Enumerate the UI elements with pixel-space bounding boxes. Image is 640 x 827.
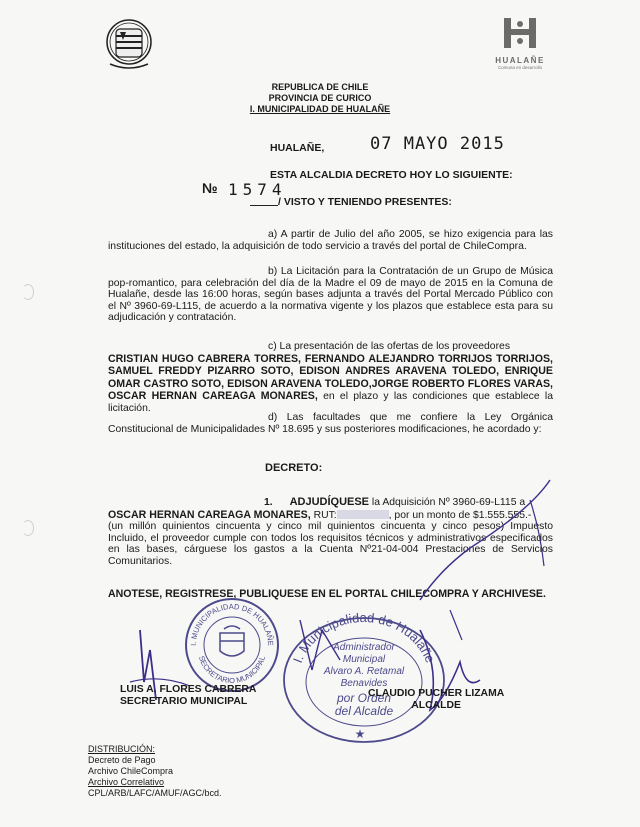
mayor-title: ALCALDE	[411, 700, 461, 711]
header-municipality: I. MUNICIPALIDAD DE HUALAÑE	[249, 104, 391, 114]
left-stamp-top-text: I. MUNICIPALIDAD DE HUALAÑE	[188, 601, 276, 647]
coat-of-arms	[104, 16, 154, 72]
paragraph-c-rest: en el plazo y las condiciones que establece la licitación.	[108, 391, 553, 414]
right-stamp-line: Administrador	[333, 642, 395, 653]
decreto-title: DECRETO:	[265, 462, 323, 474]
hualane-logo	[490, 16, 550, 78]
paragraph-c	[108, 341, 553, 415]
place: HUALAÑE,	[270, 142, 325, 154]
right-stamp-line: por Orden	[336, 691, 392, 705]
right-stamp-line: Alvaro A. Retamal	[323, 666, 405, 677]
right-stamp-line: del Alcalde	[334, 704, 394, 718]
document-header	[230, 82, 410, 115]
distribution-item: CPL/ARB/LAFC/AMUF/AGC/bcd.	[88, 788, 222, 798]
right-stamp-line: Benavides	[340, 678, 388, 689]
right-stamp-ring-text: I. Municipalidad de Hualañe	[289, 609, 439, 665]
margin-signature-stroke	[410, 470, 560, 620]
number-underline	[250, 205, 278, 206]
paragraph-a: a) A partir de Julio del año 2005, se hizo exigencia para las instituciones del estado, la adquisición de todo servicio a través del portal de ChileCompra.	[108, 229, 553, 252]
resolution-body: (un millón quinientos cincuenta y cinco mil quinientos cincuenta y cinco pesos) Impuesto Incluido, el proveedor cumple con todos los requisitos técnicos y administrativos especificados en las bases, cárguese los gastos a la Cuenta Nº21-04-004 Prestaciones de Servicios Comunitarios.	[108, 521, 553, 567]
paragraph-d: d) Las facultades que me confiere la Ley Orgánica Constitucional de Municipalidades Nº 18.695 y sus posteriores modificaciones, he acordado y:	[108, 412, 553, 435]
visto-heading: / VISTO Y TENIENDO PRESENTES:	[278, 196, 452, 208]
number-sign-stamp: №	[202, 180, 218, 196]
resolution-line2-rest: , por un monto de $1.555.555.-	[388, 509, 532, 521]
distribution-title: DISTRIBUCIÓN:	[88, 744, 156, 754]
header-province: PROVINCIA DE CURICO	[268, 93, 372, 103]
distribution-item: Decreto de Pago	[88, 755, 156, 765]
distribution-block	[88, 744, 222, 799]
mayor-signature-block	[368, 688, 504, 712]
decree-number: 1574	[228, 180, 287, 199]
right-stamp-line: Municipal	[342, 654, 386, 665]
paragraph-c-intro: c) La presentación de las ofertas de los proveedores	[268, 341, 511, 352]
secretary-name: LUIS A. FLORES CABRERA	[120, 684, 257, 695]
paragraph-b: b) La Licitación para la Contratación de un Grupo de Música pop-romantico, para celebración del día de la Madre el 09 de mayo de 2015 en la Comuna de Hualañe, desde las 16:00 horas, según bases adjunta a través del Portal Mercado Público con el Nº 3960-69-L115, de acuerdo a la normativa vigente y los plazos que establece esta para su adjudicación y contratación.	[108, 266, 553, 324]
secretary-signature-block	[120, 684, 256, 708]
distribution-item: Archivo Correlativo	[88, 777, 165, 787]
logo-name: HUALAÑE	[495, 56, 545, 65]
logo-tagline: Comuna en desarrollo	[497, 65, 543, 70]
closing-line: ANOTESE, REGISTRESE, PUBLIQUESE EN EL PORTAL CHILECOMPRA Y ARCHIVESE.	[108, 588, 546, 600]
awardee-name: OSCAR HERNAN CAREAGA MONARES,	[108, 508, 311, 521]
paragraph-c-body	[108, 353, 553, 415]
resolution-verb: ADJUDÍQUESE	[289, 496, 370, 508]
hualane-h-icon	[500, 16, 540, 50]
punch-hole	[22, 284, 34, 300]
star-icon: ★	[354, 727, 366, 741]
decree-intro: ESTA ALCALDIA DECRETO HOY LO SIGUIENTE:	[270, 169, 513, 181]
rut-label: RUT:	[313, 509, 337, 521]
secretary-title: SECRETARIO MUNICIPAL	[120, 696, 248, 707]
resolution-number: 1.	[264, 497, 273, 508]
punch-hole	[22, 520, 34, 536]
rut-redacted	[337, 510, 389, 519]
distribution-item: Archivo ChileCompra	[88, 766, 174, 776]
left-stamp-bottom-text: SECRETARIO MUNICIPAL	[196, 654, 268, 685]
bidder-names: CRISTIAN HUGO CABRERA TORRES, FERNANDO ALEJANDRO TORRIJOS TORRIJOS, SAMUEL FREDDY PIZARRO SOTO, EDISON ANDRES ARAVENA TOLEDO, ENRIQUE OMAR CASTRO SOTO, EDISON ARAVENA TOLEDO,JORGE ROBERTO FLORES VARAS, OSCAR HERNAN CAREAGA MONARES,	[108, 352, 553, 403]
header-republic: REPUBLICA DE CHILE	[271, 82, 369, 92]
resolution-line1-rest: la Adquisición Nº 3960-69-L115 a	[371, 497, 526, 508]
date-stamp: 07 MAYO 2015	[370, 134, 505, 154]
mayor-name: CLAUDIO PUCHER LIZAMA	[368, 688, 505, 699]
